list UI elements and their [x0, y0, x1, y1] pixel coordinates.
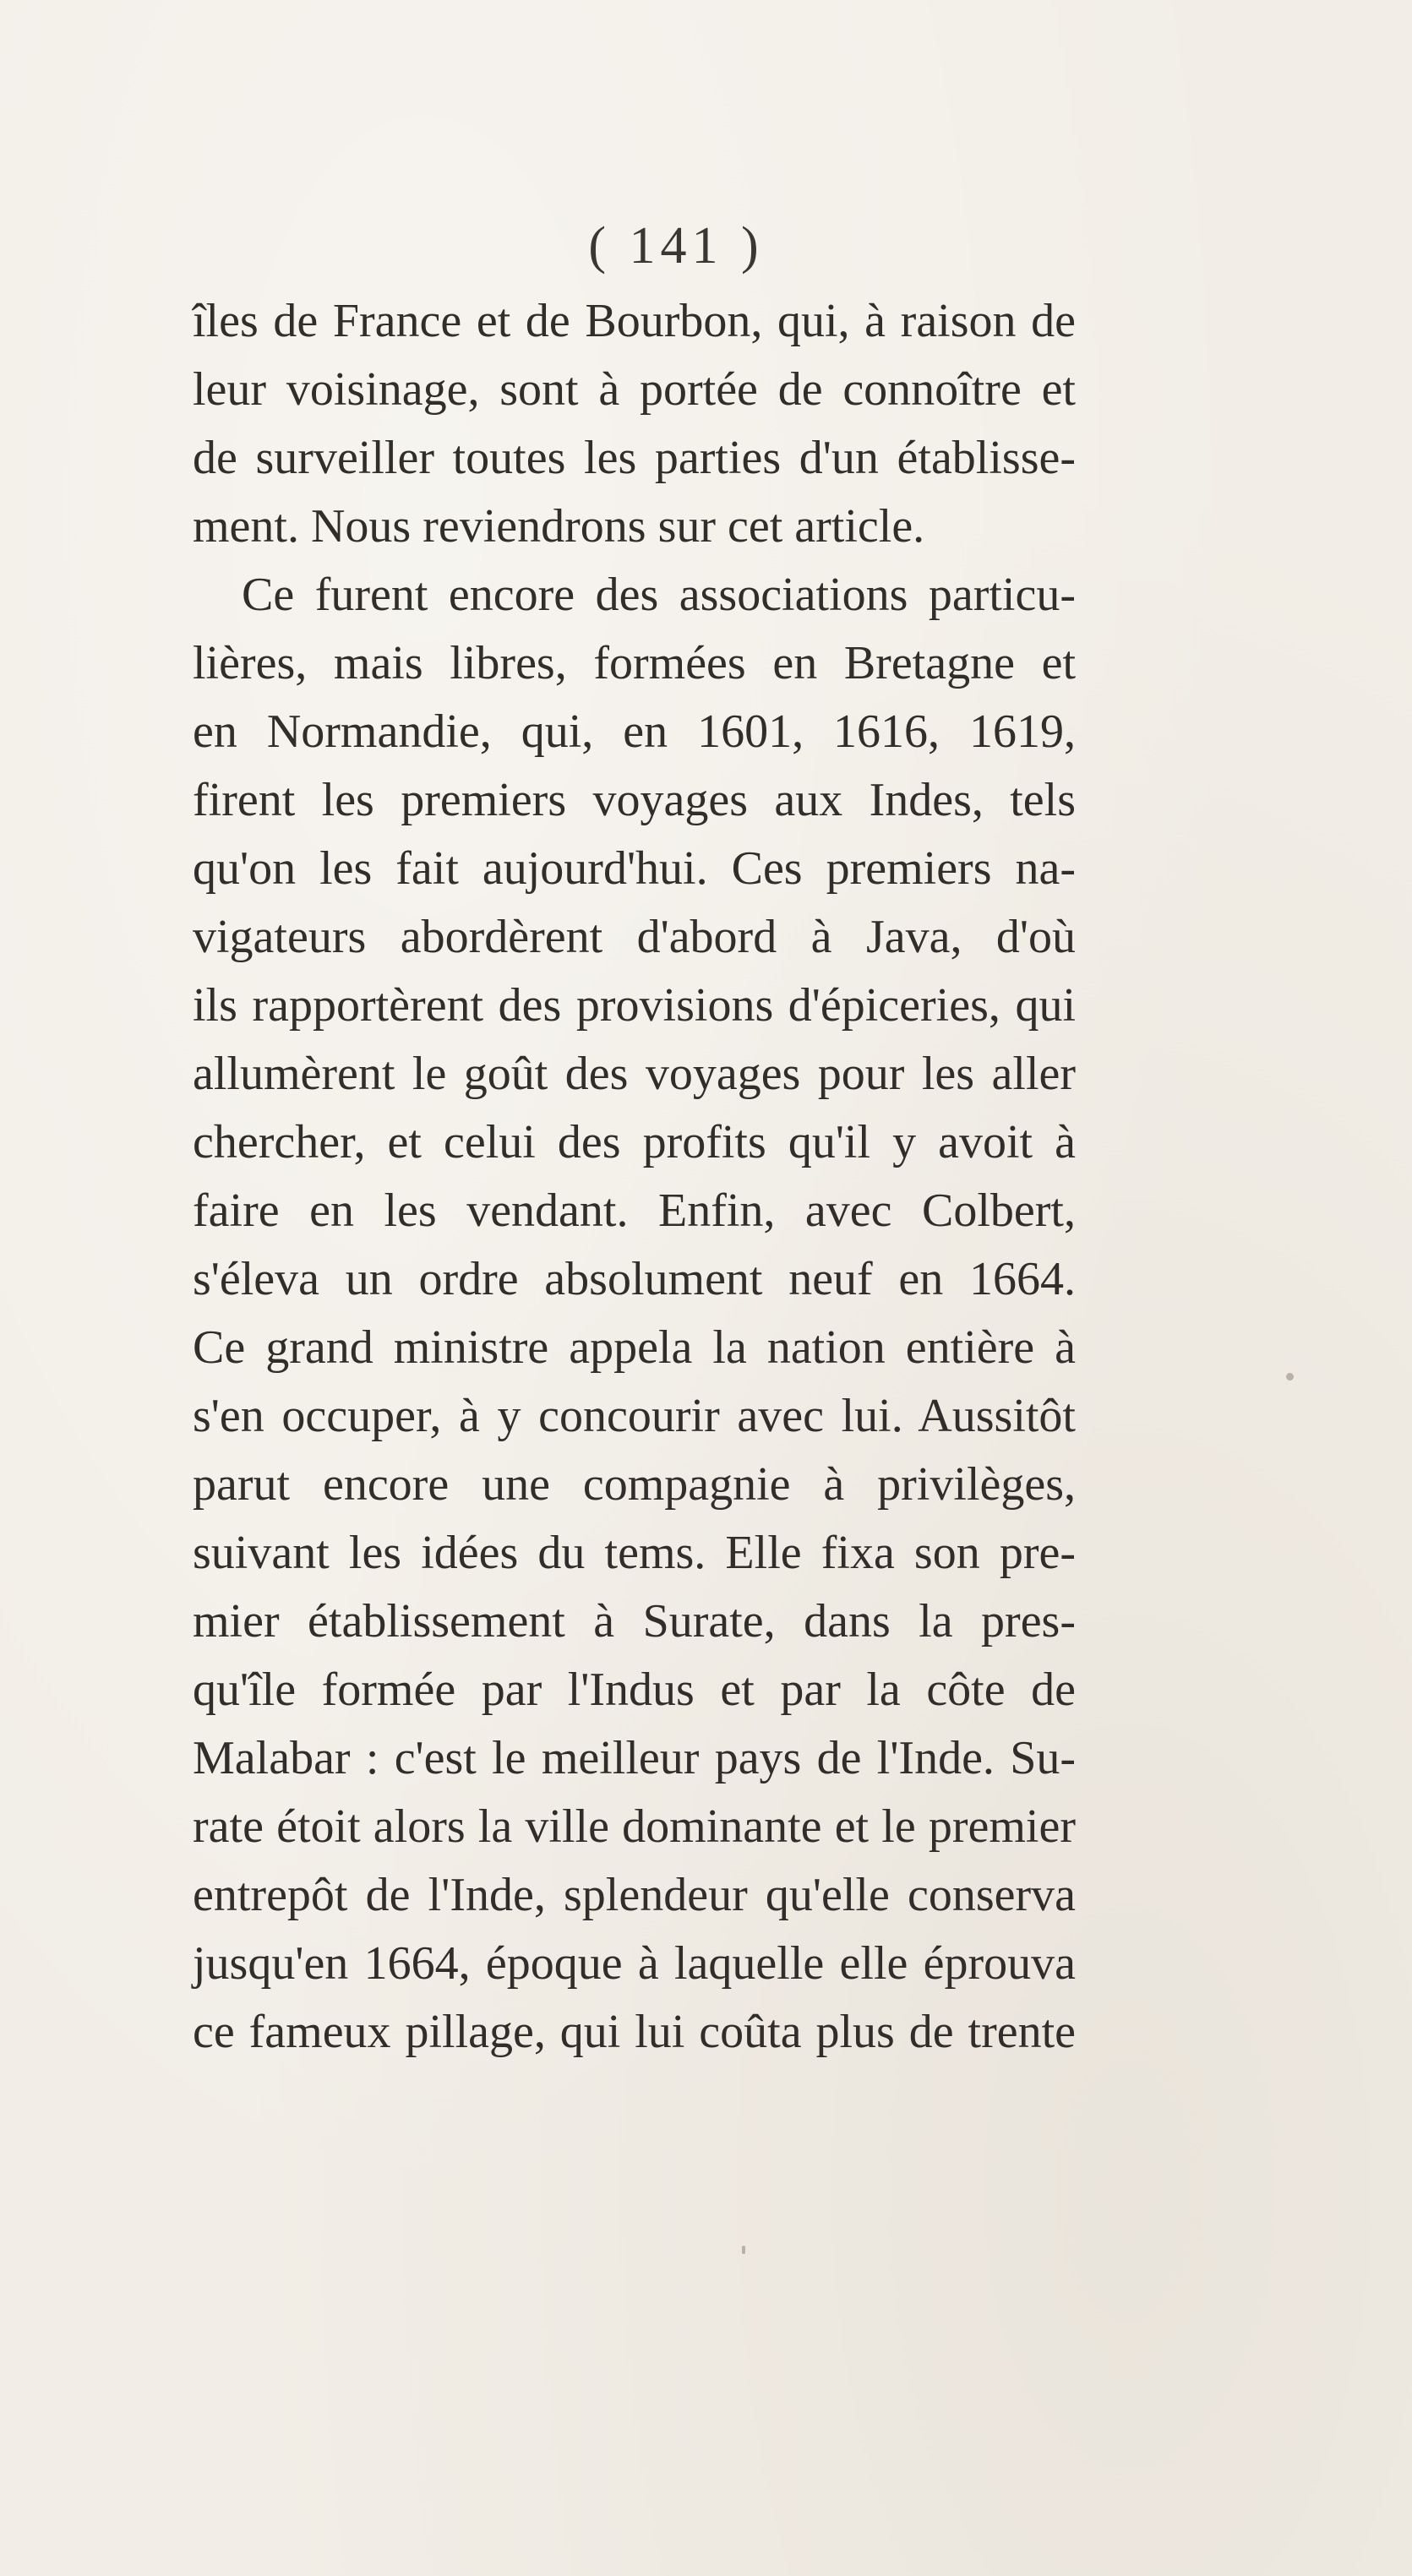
body-text: [193, 287, 1076, 2067]
text-line: faire en les vendant. Enfin, avec Colbert,: [193, 1185, 1076, 1237]
text-line: suivant les idées du tems. Elle fixa son pre-: [193, 1527, 1076, 1579]
paragraph-start-line: Ce furent encore des associations particu-: [242, 569, 1076, 621]
paper-speck: [742, 2246, 745, 2254]
text-line: allumèrent le goût des voyages pour les aller: [193, 1048, 1076, 1100]
text-line: ce fameux pillage, qui lui coûta plus de trente: [193, 2006, 1076, 2058]
paper-speck: [1286, 1373, 1294, 1381]
text-line: en Normandie, qui, en 1601, 1616, 1619,: [193, 705, 1076, 758]
text-line: ment. Nous reviendrons sur cet article.: [193, 500, 925, 553]
text-line: lières, mais libres, formées en Bretagne et: [193, 637, 1076, 689]
text-line: Malabar : c'est le meilleur pays de l'Inde. Su-: [193, 1732, 1076, 1784]
text-line: Ce grand ministre appela la nation entière à: [193, 1321, 1076, 1374]
text-line: s'en occuper, à y concourir avec lui. Aussitôt: [193, 1390, 1076, 1442]
text-line: jusqu'en 1664, époque à laquelle elle éprouva: [193, 1937, 1076, 1990]
text-line: ils rapportèrent des provisions d'épiceries, qui: [193, 979, 1076, 1032]
text-line: qu'île formée par l'Indus et par la côte de: [193, 1664, 1076, 1716]
text-line: de surveiller toutes les parties d'un établisse-: [193, 432, 1076, 484]
page-number: ( 141 ): [588, 217, 764, 275]
text-line: mier établissement à Surate, dans la pres-: [193, 1595, 1076, 1647]
text-line: entrepôt de l'Inde, splendeur qu'elle conserva: [193, 1869, 1076, 1921]
text-line: s'éleva un ordre absolument neuf en 1664.: [193, 1253, 1076, 1305]
text-line: parut encore une compagnie à privilèges,: [193, 1458, 1076, 1511]
text-line: vigateurs abordèrent d'abord à Java, d'où: [193, 911, 1076, 963]
text-line: îles de France et de Bourbon, qui, à raison de: [193, 295, 1076, 347]
text-line: leur voisinage, sont à portée de connoître et: [193, 363, 1076, 416]
text-line: chercher, et celui des profits qu'il y avoit à: [193, 1116, 1076, 1168]
text-line: rate étoit alors la ville dominante et le premier: [193, 1800, 1076, 1853]
text-line: qu'on les fait aujourd'hui. Ces premiers na-: [193, 842, 1076, 895]
text-line: firent les premiers voyages aux Indes, tels: [193, 774, 1076, 826]
